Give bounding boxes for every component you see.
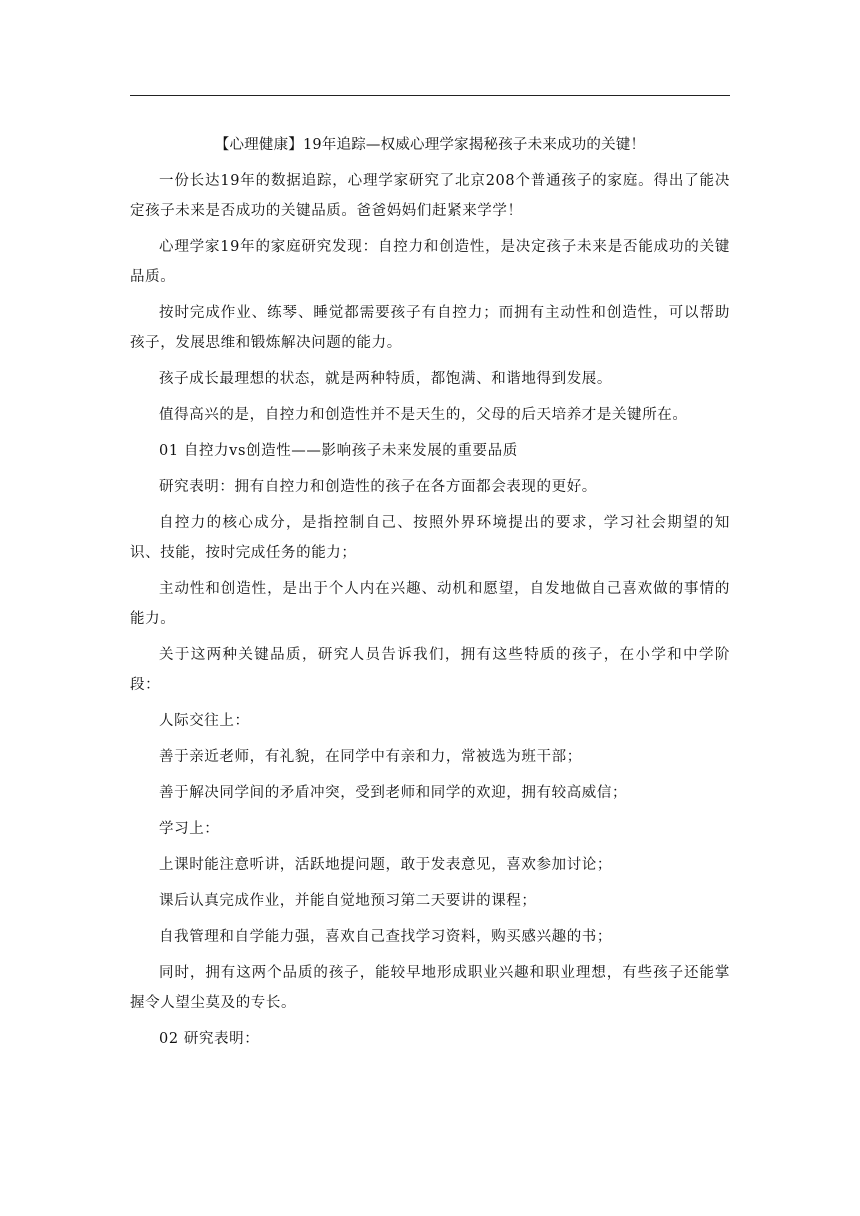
paragraph-career: 同时，拥有这两个品质的孩子，能较早地形成职业兴趣和职业理想，有些孩子还能掌握令人望尘莫及的专长。 bbox=[130, 965, 730, 1011]
paragraph-research-shows: 研究表明：拥有自控力和创造性的孩子在各方面都会表现的更好。 bbox=[159, 479, 597, 495]
paragraph-social-teachers: 善于亲近老师，有礼貌，在同学中有亲和力，常被选为班干部； bbox=[159, 749, 582, 765]
paragraph-key-qualities: 心理学家19年的家庭研究发现：自控力和创造性，是决定孩子未来是否能成功的关键品质。 bbox=[130, 239, 730, 285]
paragraph-nurture: 值得高兴的是，自控力和创造性并不是天生的，父母的后天培养才是关键所在。 bbox=[159, 407, 688, 423]
paragraph-study-homework: 课后认真完成作业，并能自觉地预习第二天要讲的课程； bbox=[159, 893, 537, 909]
document-title: 【心理健康】19年追踪—权威心理学家揭秘孩子未来成功的关键！ bbox=[214, 137, 646, 153]
section-heading-02: 02 研究表明： bbox=[159, 1031, 260, 1047]
paragraph-ideal-state: 孩子成长最理想的状态，就是两种特质，都饱满、和谐地得到发展。 bbox=[159, 371, 612, 387]
paragraph-self-control-need: 按时完成作业、练琴、睡觉都需要孩子有自控力；而拥有主动性和创造性，可以帮助孩子，发展思维和锻炼解决问题的能力。 bbox=[130, 305, 730, 351]
paragraph-self-control-definition: 自控力的核心成分，是指控制自己、按照外界环境提出的要求，学习社会期望的知识、技能，按时完成任务的能力； bbox=[130, 515, 730, 561]
paragraph-intro: 一份长达19年的数据追踪，心理学家研究了北京208个普通孩子的家庭。得出了能决定孩子未来是否成功的关键品质。爸爸妈妈们赶紧来学学！ bbox=[130, 173, 730, 219]
paragraph-creativity-definition: 主动性和创造性，是出于个人内在兴趣、动机和愿望，自发地做自己喜欢做的事情的能力。 bbox=[130, 581, 730, 627]
paragraph-study-self-learning: 自我管理和自学能力强，喜欢自己查找学习资料，购买感兴趣的书； bbox=[159, 929, 612, 945]
paragraph-social-heading: 人际交往上： bbox=[159, 713, 250, 729]
paragraph-study-heading: 学习上： bbox=[159, 821, 220, 837]
header-rule bbox=[130, 95, 730, 96]
document-body bbox=[130, 130, 730, 1054]
paragraph-social-conflicts: 善于解决同学间的矛盾冲突，受到老师和同学的欢迎，拥有较高威信； bbox=[159, 785, 628, 801]
paragraph-school-stage: 关于这两种关键品质，研究人员告诉我们，拥有这些特质的孩子，在小学和中学阶段： bbox=[130, 647, 730, 693]
section-heading-01: 01 自控力vs创造性——影响孩子未来发展的重要品质 bbox=[159, 443, 518, 459]
paragraph-study-class: 上课时能注意听讲，活跃地提问题，敢于发表意见，喜欢参加讨论； bbox=[159, 857, 612, 873]
